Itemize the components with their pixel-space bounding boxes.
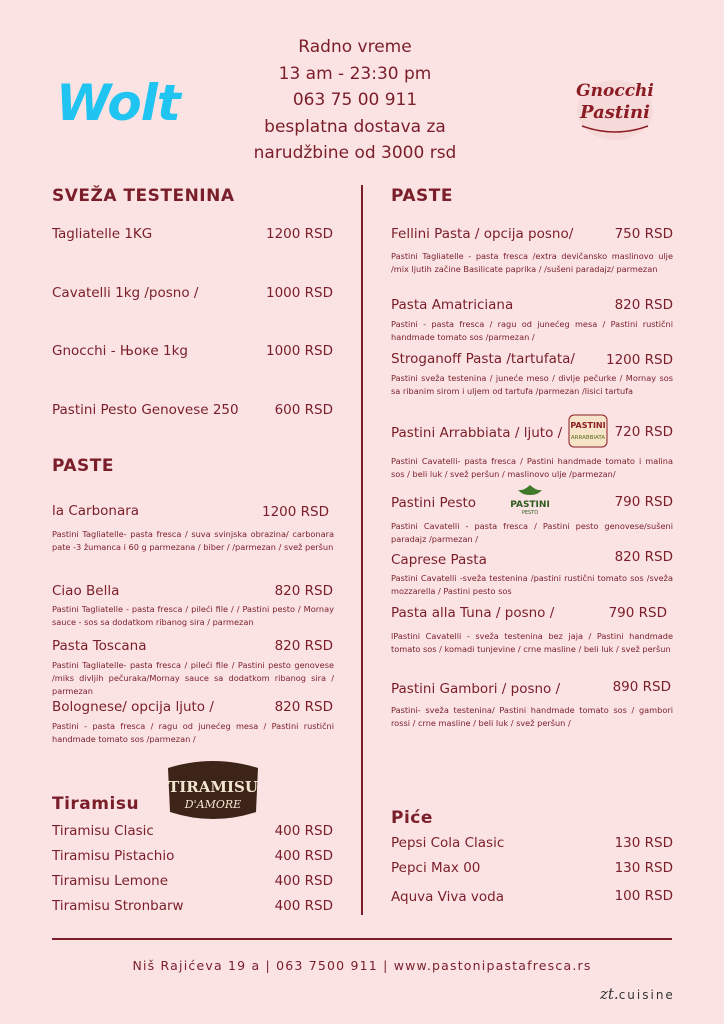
menu-item-name: Caprese Pasta [391, 552, 487, 568]
menu-item-name: Pastini Pesto [391, 495, 477, 511]
menu-item-name: Pastini Pesto Genovese 250 [52, 402, 239, 418]
menu-item-name: Tiramisu Pistachio [52, 848, 175, 864]
menu-item-price: 1200 RSD [262, 504, 329, 520]
menu-item-name: Pastini Gambori / posno / [391, 681, 561, 697]
menu-item-description: lPastini Cavatelli - sveža testenina bez jaja / Pastini handmade tomato sos / komadi tunjevine / crne masline / beli luk / svež peršun [391, 631, 673, 654]
wolt-logo: Wolt [56, 74, 180, 132]
menu-item-description: Pastini Tagliatelle- pasta fresca / pileći file / Pastini pesto genovese /miks divljih pečuraka/Mornay sauce sa dodatkom ribanog sira / parmezan [52, 660, 334, 696]
menu-item-price: 820 RSD [274, 638, 333, 654]
menu-item-name: Pastini Arrabbiata / ljuto / [391, 425, 563, 441]
menu-item-name: Tiramisu Clasic [52, 823, 154, 839]
menu-item-price: 1000 RSD [266, 343, 333, 359]
menu-item-name: Pasta Amatriciana [391, 297, 514, 313]
menu-item-price: 100 RSD [614, 888, 673, 904]
menu-item-name: Tiramisu Lemone [52, 873, 169, 889]
pastini-pesto-badge [508, 481, 552, 517]
gnocchi-pastini-logo [572, 66, 658, 148]
footer-divider [52, 938, 672, 940]
svg-text:Gnocchi: Gnocchi [576, 81, 654, 101]
menu-item-name: Pepci Max 00 [391, 860, 481, 876]
menu-item-price: 790 RSD [614, 494, 673, 510]
menu-item-price: 130 RSD [614, 835, 673, 851]
opening-hours: 13 am - 23:30 pm [278, 63, 432, 84]
svg-text:D'AMORE: D'AMORE [184, 798, 242, 811]
menu-item-description: Pastini Cavatelli - pasta fresca / Pastini pesto genovese/sušeni paradajz /parmezan / [391, 521, 673, 544]
tiramisu-damore-logo [160, 758, 266, 824]
section-title-paste-left: PASTE [52, 456, 115, 476]
menu-item-name: Aquva Viva voda [391, 889, 505, 905]
menu-item-price: 820 RSD [614, 549, 673, 565]
menu-item-description: Pastini Cavatelli -sveža testenina /pastini rustični tomato sos /sveža mozzarella / Pastini pesto sos [391, 573, 673, 596]
menu-item-price: 400 RSD [274, 898, 333, 914]
menu-item-price: 720 RSD [614, 424, 673, 440]
menu-item-price: 1200 RSD [266, 226, 333, 242]
opening-hours-label: Radno vreme [298, 37, 412, 57]
menu-item-name: la Carbonara [52, 503, 140, 519]
menu-item-name: Pepsi Cola Clasic [391, 835, 505, 851]
menu-item-name: Gnocchi - Њоке 1kg [52, 343, 188, 359]
svg-text:PASTINI: PASTINI [510, 500, 550, 510]
svg-text:PASTINI: PASTINI [570, 421, 606, 430]
menu-item-description: Pastini - pasta fresca / ragu od junećeg mesa / Pastini rustični handmade tomato sos /parmezan / [52, 721, 334, 744]
menu-item-name: Bolognese/ opcija ljuto / [52, 699, 214, 715]
menu-item-price: 600 RSD [274, 402, 333, 418]
menu-item-name: Ciao Bella [52, 583, 120, 599]
menu-item-price: 820 RSD [274, 699, 333, 715]
menu-item-price: 130 RSD [614, 860, 673, 876]
svg-text:TIRAMISU: TIRAMISU [168, 778, 258, 796]
menu-item-price: 400 RSD [274, 848, 333, 864]
menu-item-description: Pastini sveža testenina / juneće meso / divlje pečurke / Mornay sos sa ribanim sirom i uljem od tartufa /parmezan /lisici tartufa [391, 373, 673, 396]
menu-item-price: 890 RSD [612, 679, 671, 695]
svg-text:ARRABBIATA: ARRABBIATA [570, 435, 606, 441]
menu-item-name: Pasta Toscana [52, 638, 147, 654]
menu-item-name: Tagliatelle 1KG [52, 226, 153, 242]
section-title-pice: Piće [391, 808, 433, 828]
section-title-sveza: SVEŽA TESTENINA [52, 186, 235, 206]
menu-item-price: 400 RSD [274, 873, 333, 889]
menu-item-description: Pastini - pasta fresca / ragu od junećeg mesa / Pastini rustični handmade tomato sos /parmezan / [391, 319, 673, 342]
menu-item-price: 750 RSD [614, 226, 673, 242]
svg-text:Pastini: Pastini [580, 102, 650, 123]
menu-item-description: Pastini Cavatelli- pasta fresca / Pastini handmade tomato i malina sos / beli luk / svež peršun / maslinovo ulje /parmezan/ [391, 456, 673, 479]
zt-mark: zt. [600, 985, 619, 1003]
menu-item-name: Tiramisu Stronbarw [52, 898, 184, 914]
menu-item-price: 1000 RSD [266, 285, 333, 301]
menu-item-description: Pastini Tagliatelle - pasta fresca / pileći file / / Pastini pesto / Mornay sauce - sos sa dodatkom ribanog sira / parmezan [52, 604, 334, 627]
menu-item-price: 790 RSD [608, 605, 667, 621]
menu-item-price: 400 RSD [274, 823, 333, 839]
menu-item-name: Cavatelli 1kg /posno / [52, 285, 199, 301]
section-title-paste-right: PASTE [391, 186, 454, 206]
zt-cuisine-signature [600, 985, 675, 1003]
menu-item-name: Stroganoff Pasta /tartufata/ [391, 351, 575, 367]
free-delivery-line2: narudžbine od 3000 rsd [253, 143, 457, 163]
menu-item-name: Fellini Pasta / opcija posno/ [391, 226, 574, 242]
menu-item-name: Pasta alla Tuna / posno / [391, 605, 555, 621]
cuisine-word: cuisine [618, 988, 675, 1002]
menu-item-description: Pastini Tagliatelle- pasta fresca / suva svinjska obrazina/ carbonara pate -3 žumanca i 60 g parmezana / biber / /parmezan / svež peršun [52, 529, 334, 552]
menu-item-price: 820 RSD [274, 583, 333, 599]
phone-number: 063 75 00 911 [292, 90, 418, 110]
free-delivery-line1: besplatna dostava za [264, 116, 446, 137]
menu-item-price: 820 RSD [614, 297, 673, 313]
section-title-tiramisu: Tiramisu [52, 794, 140, 814]
menu-item-description: Pastini Tagliatelle - pasta fresca /extra devičansko maslinovo ulje /mix ljutih začine Basilicate paprika / /sušeni paradajz/ parmezan [391, 251, 673, 274]
menu-item-description: Pastini- sveža testenina/ Pastini handmade tomato sos / gambori rossi / crne masline / beli luk / svež peršun / [391, 705, 673, 728]
column-divider [361, 185, 363, 915]
menu-item-price: 1200 RSD [606, 352, 673, 368]
header-info [230, 34, 480, 167]
footer-contact: Niš Rajićeva 19 a | 063 7500 911 | www.pastonipastafresca.rs [132, 958, 592, 973]
svg-text:PESTO: PESTO [521, 510, 539, 516]
